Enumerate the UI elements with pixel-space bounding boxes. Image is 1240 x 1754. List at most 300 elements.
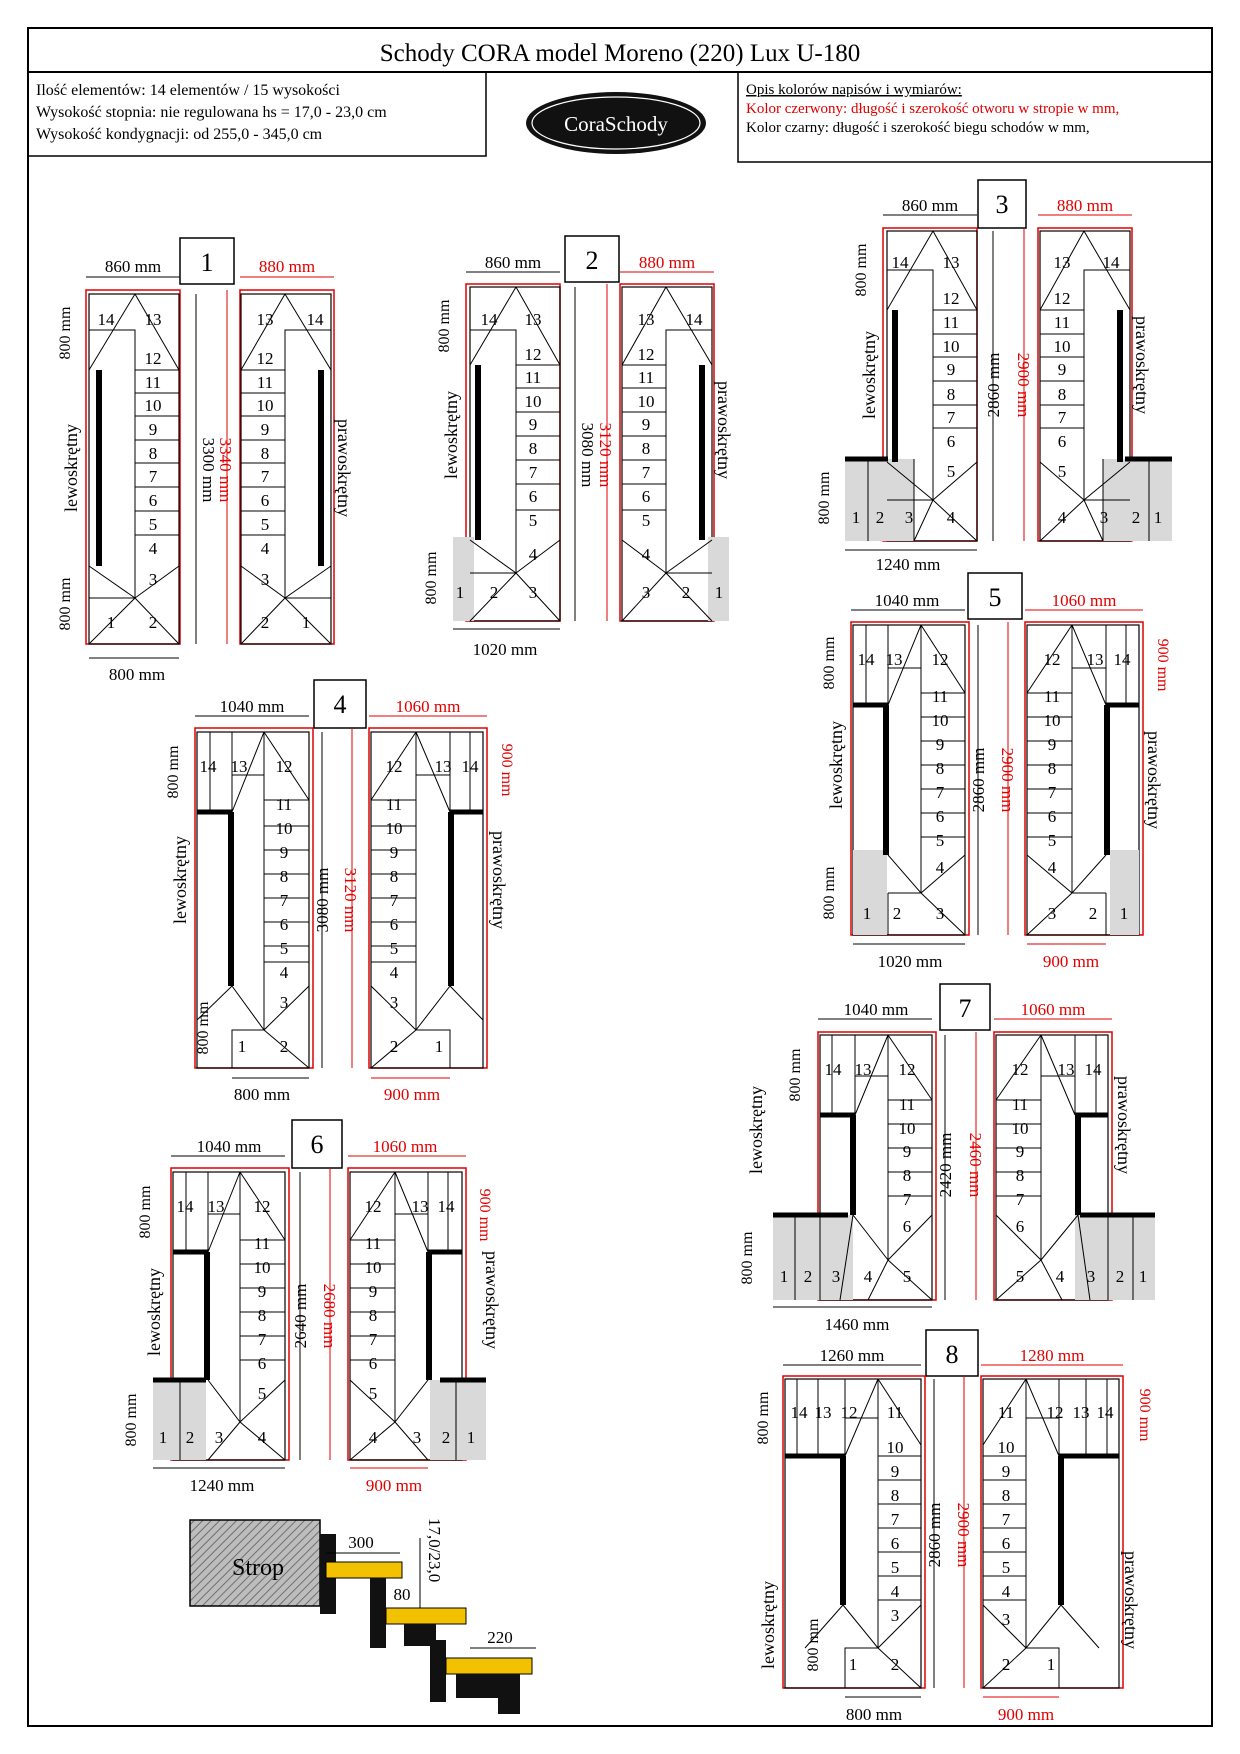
svg-text:7: 7 <box>368 1330 378 1349</box>
variant-7-left-label: lewoskrętny <box>746 1086 766 1174</box>
svg-text:7: 7 <box>890 1510 900 1529</box>
svg-text:11: 11 <box>997 1403 1015 1422</box>
svg-text:9: 9 <box>946 360 956 379</box>
svg-text:1: 1 <box>1119 904 1129 923</box>
svg-text:2: 2 <box>875 508 885 527</box>
variant-1 <box>57 238 354 684</box>
svg-text:3: 3 <box>904 508 914 527</box>
svg-text:12: 12 <box>840 1403 858 1422</box>
svg-text:1: 1 <box>851 508 861 527</box>
svg-text:12: 12 <box>364 1197 382 1216</box>
svg-text:7: 7 <box>1057 408 1067 427</box>
svg-text:5: 5 <box>1047 831 1057 850</box>
svg-text:11: 11 <box>886 1403 904 1422</box>
variant-1-stair-length: 3300 mm <box>199 437 218 503</box>
overlap: 80 <box>393 1585 411 1604</box>
logo-text: CoraSchody <box>564 112 668 136</box>
variant-1-top-landing: 800 mm <box>57 306 74 360</box>
variant-7-opening-length: 2460 mm <box>966 1132 985 1198</box>
variant-3-stair-length: 2860 mm <box>984 352 1003 418</box>
svg-text:5: 5 <box>368 1384 378 1403</box>
svg-text:10: 10 <box>1053 337 1071 356</box>
svg-text:11: 11 <box>1011 1095 1029 1114</box>
svg-text:6: 6 <box>260 491 270 510</box>
variant-7-opening-width: 1060 mm <box>1020 1000 1086 1019</box>
svg-text:9: 9 <box>1015 1142 1025 1161</box>
svg-text:12: 12 <box>275 757 293 776</box>
svg-text:8: 8 <box>890 1486 900 1505</box>
svg-text:5: 5 <box>902 1267 912 1286</box>
svg-text:11: 11 <box>1043 687 1061 706</box>
svg-text:8: 8 <box>902 1166 912 1185</box>
svg-text:1: 1 <box>1046 1655 1056 1674</box>
svg-text:13: 13 <box>230 757 248 776</box>
svg-text:12: 12 <box>524 345 542 364</box>
variant-8-bottom-landing: 800 mm <box>805 1618 822 1672</box>
svg-text:13: 13 <box>942 253 960 272</box>
info-floor-height: Wysokość kondygnacji: od 255,0 - 345,0 cm <box>36 126 323 143</box>
svg-text:4: 4 <box>1047 858 1057 877</box>
variant-4-bottom-width: 800 mm <box>233 1085 291 1104</box>
svg-text:7: 7 <box>1015 1190 1025 1209</box>
svg-text:11: 11 <box>144 373 162 392</box>
variant-3-opening-length: 2900 mm <box>1014 352 1033 418</box>
variant-3-top-landing: 800 mm <box>853 243 870 297</box>
svg-text:14: 14 <box>480 310 498 329</box>
svg-text:5: 5 <box>641 511 651 530</box>
svg-text:7: 7 <box>279 891 289 910</box>
variant-8-left-label: lewoskrętny <box>758 1581 778 1669</box>
svg-text:8: 8 <box>1047 759 1057 778</box>
variant-1-left-label: lewoskrętny <box>61 424 81 512</box>
variant-5-top-landing: 800 mm <box>821 636 838 690</box>
variant-8-stair-length: 2860 mm <box>925 1502 944 1568</box>
svg-text:8: 8 <box>1057 385 1067 404</box>
svg-text:12: 12 <box>256 349 274 368</box>
strop-label: Strop <box>231 1555 285 1581</box>
variant-6-bottom-width-red: 900 mm <box>365 1476 423 1495</box>
svg-text:4: 4 <box>1001 1582 1011 1601</box>
variant-4-stair-width: 1040 mm <box>219 697 285 716</box>
svg-text:4: 4 <box>641 545 651 564</box>
variant-1-opening-width: 880 mm <box>258 257 316 276</box>
svg-text:9: 9 <box>279 843 289 862</box>
variant-2-number: 2 <box>585 246 599 275</box>
variant-5-opening-side: 900 mm <box>1154 638 1171 692</box>
detail-tread-1 <box>326 1562 402 1578</box>
svg-text:4: 4 <box>1057 508 1067 527</box>
svg-text:6: 6 <box>368 1354 378 1373</box>
variant-8-opening-side: 900 mm <box>1136 1388 1153 1442</box>
variant-5-opening-length: 2900 mm <box>998 747 1017 813</box>
variant-1-opening-length: 3340 mm <box>216 437 235 503</box>
variant-3-number: 3 <box>995 190 1009 219</box>
svg-text:11: 11 <box>364 1234 382 1253</box>
detail-block-3 <box>456 1674 520 1698</box>
variant-4-opening-length: 3120 mm <box>341 867 360 933</box>
svg-text:3: 3 <box>389 993 399 1012</box>
svg-text:9: 9 <box>641 415 651 434</box>
svg-text:4: 4 <box>935 858 945 877</box>
svg-text:10: 10 <box>997 1438 1015 1457</box>
variant-1-left-step-numbers <box>98 310 162 632</box>
svg-text:6: 6 <box>1001 1534 1011 1553</box>
svg-text:12: 12 <box>1011 1060 1029 1079</box>
variant-7-top-landing: 800 mm <box>787 1048 804 1102</box>
svg-text:13: 13 <box>1086 650 1104 669</box>
svg-text:3: 3 <box>831 1267 841 1286</box>
variant-2-bottom-landing: 800 mm <box>423 551 440 605</box>
svg-text:7: 7 <box>257 1330 267 1349</box>
svg-text:5: 5 <box>890 1558 900 1577</box>
svg-text:14: 14 <box>199 757 217 776</box>
svg-text:11: 11 <box>256 373 274 392</box>
svg-text:11: 11 <box>942 313 960 332</box>
variant-3 <box>816 180 1172 574</box>
svg-text:4: 4 <box>389 963 399 982</box>
svg-text:9: 9 <box>890 1462 900 1481</box>
variant-6-left-label: lewoskrętny <box>144 1268 164 1356</box>
svg-text:12: 12 <box>253 1197 271 1216</box>
svg-text:8: 8 <box>389 867 399 886</box>
svg-text:13: 13 <box>144 310 162 329</box>
svg-text:8: 8 <box>641 439 651 458</box>
svg-text:13: 13 <box>1053 253 1071 272</box>
variant-7-bottom-landing: 800 mm <box>739 1231 756 1285</box>
svg-text:14: 14 <box>1096 1403 1114 1422</box>
variant-6 <box>123 1120 502 1495</box>
svg-text:9: 9 <box>1047 735 1057 754</box>
svg-text:6: 6 <box>389 915 399 934</box>
svg-text:3: 3 <box>1086 1267 1096 1286</box>
svg-text:4: 4 <box>1055 1267 1065 1286</box>
variant-8-bottom-width: 800 mm <box>845 1705 903 1724</box>
variant-2-stair-length: 3080 mm <box>578 422 597 488</box>
svg-text:10: 10 <box>275 819 293 838</box>
variant-6-stair-length: 2640 mm <box>291 1283 310 1349</box>
step-detail <box>190 1518 536 1714</box>
variant-2-right-label: prawoskrętny <box>714 381 734 479</box>
svg-text:11: 11 <box>385 795 403 814</box>
svg-text:5: 5 <box>148 515 158 534</box>
svg-text:1: 1 <box>862 904 872 923</box>
svg-text:1: 1 <box>106 613 116 632</box>
variant-1-stair-width: 860 mm <box>104 257 162 276</box>
svg-text:11: 11 <box>898 1095 916 1114</box>
svg-text:6: 6 <box>641 487 651 506</box>
svg-text:14: 14 <box>685 310 703 329</box>
svg-text:4: 4 <box>863 1267 873 1286</box>
variant-5-bottom-width-red: 900 mm <box>1042 952 1100 971</box>
variant-4-right-stair-outline <box>371 732 483 1068</box>
svg-text:10: 10 <box>942 337 960 356</box>
svg-text:13: 13 <box>814 1403 832 1422</box>
variant-3-stair-width: 860 mm <box>901 196 959 215</box>
variant-8-right-opening <box>981 1376 1123 1688</box>
svg-text:14: 14 <box>437 1197 455 1216</box>
variant-3-left-label: lewoskrętny <box>859 331 879 419</box>
svg-text:12: 12 <box>1053 289 1071 308</box>
variant-4-left-step-numbers <box>200 757 293 1056</box>
svg-text:1: 1 <box>301 613 311 632</box>
svg-text:13: 13 <box>411 1197 429 1216</box>
variant-5 <box>821 573 1171 971</box>
variant-4-number: 4 <box>333 690 347 719</box>
svg-text:3: 3 <box>1099 508 1109 527</box>
variant-4-top-landing: 800 mm <box>165 745 182 799</box>
svg-text:13: 13 <box>256 310 274 329</box>
svg-text:10: 10 <box>1043 711 1061 730</box>
svg-text:5: 5 <box>946 462 956 481</box>
svg-text:5: 5 <box>1057 462 1067 481</box>
svg-text:2: 2 <box>185 1428 195 1447</box>
svg-text:13: 13 <box>854 1060 872 1079</box>
svg-text:1: 1 <box>779 1267 789 1286</box>
svg-text:4: 4 <box>260 539 270 558</box>
variant-3-opening-width: 880 mm <box>1056 196 1114 215</box>
svg-text:5: 5 <box>389 939 399 958</box>
variant-2-left-label: lewoskrętny <box>441 391 461 479</box>
svg-text:4: 4 <box>279 963 289 982</box>
detail-tread-3 <box>446 1658 532 1674</box>
svg-text:3: 3 <box>1001 1610 1011 1629</box>
svg-text:2: 2 <box>892 904 902 923</box>
svg-text:4: 4 <box>257 1428 267 1447</box>
variant-4-left-label: lewoskrętny <box>170 836 190 924</box>
svg-text:6: 6 <box>279 915 289 934</box>
svg-text:13: 13 <box>1057 1060 1075 1079</box>
svg-text:3: 3 <box>279 993 289 1012</box>
svg-text:2: 2 <box>1001 1655 1011 1674</box>
variant-8-right-label: prawoskrętny <box>1121 1551 1141 1649</box>
svg-text:10: 10 <box>1011 1119 1029 1138</box>
svg-text:11: 11 <box>637 368 655 387</box>
svg-text:12: 12 <box>942 289 960 308</box>
step-height: 17,0/23,0 <box>425 1518 444 1583</box>
variant-7 <box>739 984 1155 1334</box>
variant-2-right-stair-outline <box>622 287 712 621</box>
variant-4-bottom-landing: 800 mm <box>195 1001 212 1055</box>
page-title: Schody CORA model Moreno (220) Lux U-180 <box>379 40 861 67</box>
variant-2 <box>423 236 734 659</box>
svg-text:1: 1 <box>158 1428 168 1447</box>
svg-text:1: 1 <box>714 583 724 602</box>
svg-text:8: 8 <box>257 1306 267 1325</box>
svg-text:7: 7 <box>1047 783 1057 802</box>
variant-5-stair-width: 1040 mm <box>874 591 940 610</box>
svg-text:3: 3 <box>1047 904 1057 923</box>
svg-text:8: 8 <box>946 385 956 404</box>
svg-text:5: 5 <box>260 515 270 534</box>
svg-text:12: 12 <box>637 345 655 364</box>
svg-text:7: 7 <box>902 1190 912 1209</box>
variant-3-bottom-width: 1240 mm <box>875 555 941 574</box>
svg-text:10: 10 <box>144 396 162 415</box>
variant-5-opening-width: 1060 mm <box>1051 591 1117 610</box>
svg-text:1: 1 <box>455 583 465 602</box>
svg-text:9: 9 <box>148 420 158 439</box>
svg-text:5: 5 <box>1001 1558 1011 1577</box>
svg-text:14: 14 <box>1084 1060 1102 1079</box>
svg-text:8: 8 <box>260 444 270 463</box>
svg-text:2: 2 <box>890 1655 900 1674</box>
svg-text:14: 14 <box>1113 650 1131 669</box>
svg-text:9: 9 <box>368 1282 378 1301</box>
variant-4-left-stair-outline <box>197 732 309 1068</box>
svg-text:5: 5 <box>935 831 945 850</box>
variant-6-opening-length: 2680 mm <box>320 1283 339 1349</box>
variant-4-bottom-width-red: 900 mm <box>383 1085 441 1104</box>
variant-8-right-step-numbers <box>998 1403 1115 1674</box>
svg-text:5: 5 <box>257 1384 267 1403</box>
svg-text:10: 10 <box>637 392 655 411</box>
variant-8-stair-width: 1260 mm <box>819 1346 885 1365</box>
variant-2-opening-width: 880 mm <box>638 253 696 272</box>
tread-depth: 300 <box>348 1533 374 1552</box>
svg-text:14: 14 <box>306 310 324 329</box>
svg-text:1: 1 <box>1153 508 1163 527</box>
variant-1-right-step-numbers <box>257 310 325 632</box>
svg-text:11: 11 <box>931 687 949 706</box>
detail-bracket-3 <box>430 1640 446 1702</box>
svg-text:10: 10 <box>364 1258 382 1277</box>
svg-text:2: 2 <box>1088 904 1098 923</box>
svg-text:8: 8 <box>1001 1486 1011 1505</box>
svg-text:7: 7 <box>946 408 956 427</box>
svg-text:3: 3 <box>528 583 538 602</box>
variant-2-top-landing: 800 mm <box>436 299 453 353</box>
variant-8-opening-width: 1280 mm <box>1019 1346 1085 1365</box>
variant-1-bottom-landing: 800 mm <box>57 577 74 631</box>
cora-logo <box>526 92 706 154</box>
variant-5-bottom-landing: 800 mm <box>821 866 838 920</box>
svg-text:11: 11 <box>253 1234 271 1253</box>
svg-text:9: 9 <box>1001 1462 1011 1481</box>
variant-7-bottom-width: 1460 mm <box>824 1315 890 1334</box>
variant-5-number: 5 <box>988 583 1002 612</box>
svg-text:12: 12 <box>385 757 403 776</box>
variant-6-stair-width: 1040 mm <box>196 1137 262 1156</box>
svg-text:9: 9 <box>935 735 945 754</box>
svg-text:4: 4 <box>368 1428 378 1447</box>
variant-6-opening-side: 900 mm <box>476 1188 493 1242</box>
variant-6-top-landing: 800 mm <box>137 1185 154 1239</box>
svg-text:8: 8 <box>528 439 538 458</box>
svg-text:1: 1 <box>848 1655 858 1674</box>
svg-text:6: 6 <box>148 491 158 510</box>
variant-6-number: 6 <box>310 1130 324 1159</box>
svg-text:7: 7 <box>935 783 945 802</box>
info-step-height: Wysokość stopnia: nie regulowana hs = 17,0 - 23,0 cm <box>36 104 387 121</box>
svg-text:8: 8 <box>279 867 289 886</box>
svg-text:6: 6 <box>946 432 956 451</box>
variant-4-stair-length: 3080 mm <box>313 867 332 933</box>
variant-3-right-label: prawoskrętny <box>1132 316 1152 414</box>
svg-text:3: 3 <box>214 1428 224 1447</box>
svg-text:8: 8 <box>148 444 158 463</box>
variant-5-stair-length: 2860 mm <box>969 747 988 813</box>
svg-text:7: 7 <box>528 463 538 482</box>
detail-tread-2 <box>386 1608 466 1624</box>
variant-5-left-label: lewoskrętny <box>826 721 846 809</box>
svg-text:6: 6 <box>935 807 945 826</box>
variant-2-stair-width: 860 mm <box>484 253 542 272</box>
svg-text:3: 3 <box>641 583 651 602</box>
svg-text:10: 10 <box>256 396 274 415</box>
variant-7-right-floor <box>1075 1215 1155 1300</box>
svg-text:13: 13 <box>207 1197 225 1216</box>
svg-text:8: 8 <box>935 759 945 778</box>
svg-text:6: 6 <box>902 1217 912 1236</box>
svg-text:12: 12 <box>1046 1403 1064 1422</box>
svg-text:2: 2 <box>803 1267 813 1286</box>
variant-2-opening-length: 3120 mm <box>596 422 615 488</box>
svg-text:6: 6 <box>257 1354 267 1373</box>
variant-7-left-floor <box>773 1215 853 1300</box>
variant-6-right-label: prawoskrętny <box>482 1251 502 1349</box>
svg-text:9: 9 <box>257 1282 267 1301</box>
variant-4-opening-side: 900 mm <box>498 743 515 797</box>
svg-text:8: 8 <box>368 1306 378 1325</box>
variant-4-right-step-numbers <box>386 757 480 1056</box>
svg-text:10: 10 <box>253 1258 271 1277</box>
svg-text:12: 12 <box>1043 650 1061 669</box>
variant-7-number: 7 <box>958 994 972 1023</box>
svg-text:2: 2 <box>279 1037 289 1056</box>
variant-5-bottom-width: 1020 mm <box>877 952 943 971</box>
svg-text:14: 14 <box>97 310 115 329</box>
svg-text:14: 14 <box>1102 253 1120 272</box>
svg-text:10: 10 <box>385 819 403 838</box>
svg-text:9: 9 <box>1057 360 1067 379</box>
variant-1-number: 1 <box>200 248 214 277</box>
svg-text:12: 12 <box>898 1060 916 1079</box>
svg-text:4: 4 <box>890 1582 900 1601</box>
svg-text:11: 11 <box>524 368 542 387</box>
variant-7-right-label: prawoskrętny <box>1114 1076 1134 1174</box>
variant-5-right-label: prawoskrętny <box>1144 731 1164 829</box>
svg-text:3: 3 <box>890 1606 900 1625</box>
tread-width: 220 <box>487 1628 513 1647</box>
svg-text:2: 2 <box>260 613 270 632</box>
svg-text:3: 3 <box>148 570 158 589</box>
variant-7-stair-length: 2420 mm <box>936 1132 955 1198</box>
variant-4-opening-width: 1060 mm <box>395 697 461 716</box>
variant-2-left-floor <box>453 537 474 621</box>
variant-2-left-stair-outline <box>470 287 560 621</box>
svg-text:6: 6 <box>1057 432 1067 451</box>
svg-text:7: 7 <box>389 891 399 910</box>
legend-black: Kolor czarny: długość i szerokość biegu schodów w mm, <box>746 120 1090 136</box>
svg-text:13: 13 <box>524 310 542 329</box>
variant-1-right-label: prawoskrętny <box>334 419 354 517</box>
svg-text:2: 2 <box>389 1037 399 1056</box>
svg-text:10: 10 <box>886 1438 904 1457</box>
legend-red: Kolor czerwony: długość i szerokość otworu w stropie w mm, <box>746 101 1120 117</box>
svg-text:2: 2 <box>148 613 158 632</box>
variant-8-number: 8 <box>945 1340 959 1369</box>
svg-text:5: 5 <box>1015 1267 1025 1286</box>
variant-8 <box>755 1330 1153 1724</box>
svg-text:10: 10 <box>931 711 949 730</box>
svg-text:2: 2 <box>489 583 499 602</box>
variant-8-top-landing: 800 mm <box>755 1391 772 1445</box>
legend-heading: Opis kolorów napisów i wymiarów: <box>746 82 962 98</box>
info-elements: Ilość elementów: 14 elementów / 15 wysokości <box>36 82 340 99</box>
svg-text:4: 4 <box>946 508 956 527</box>
svg-text:11: 11 <box>275 795 293 814</box>
svg-text:7: 7 <box>260 467 270 486</box>
